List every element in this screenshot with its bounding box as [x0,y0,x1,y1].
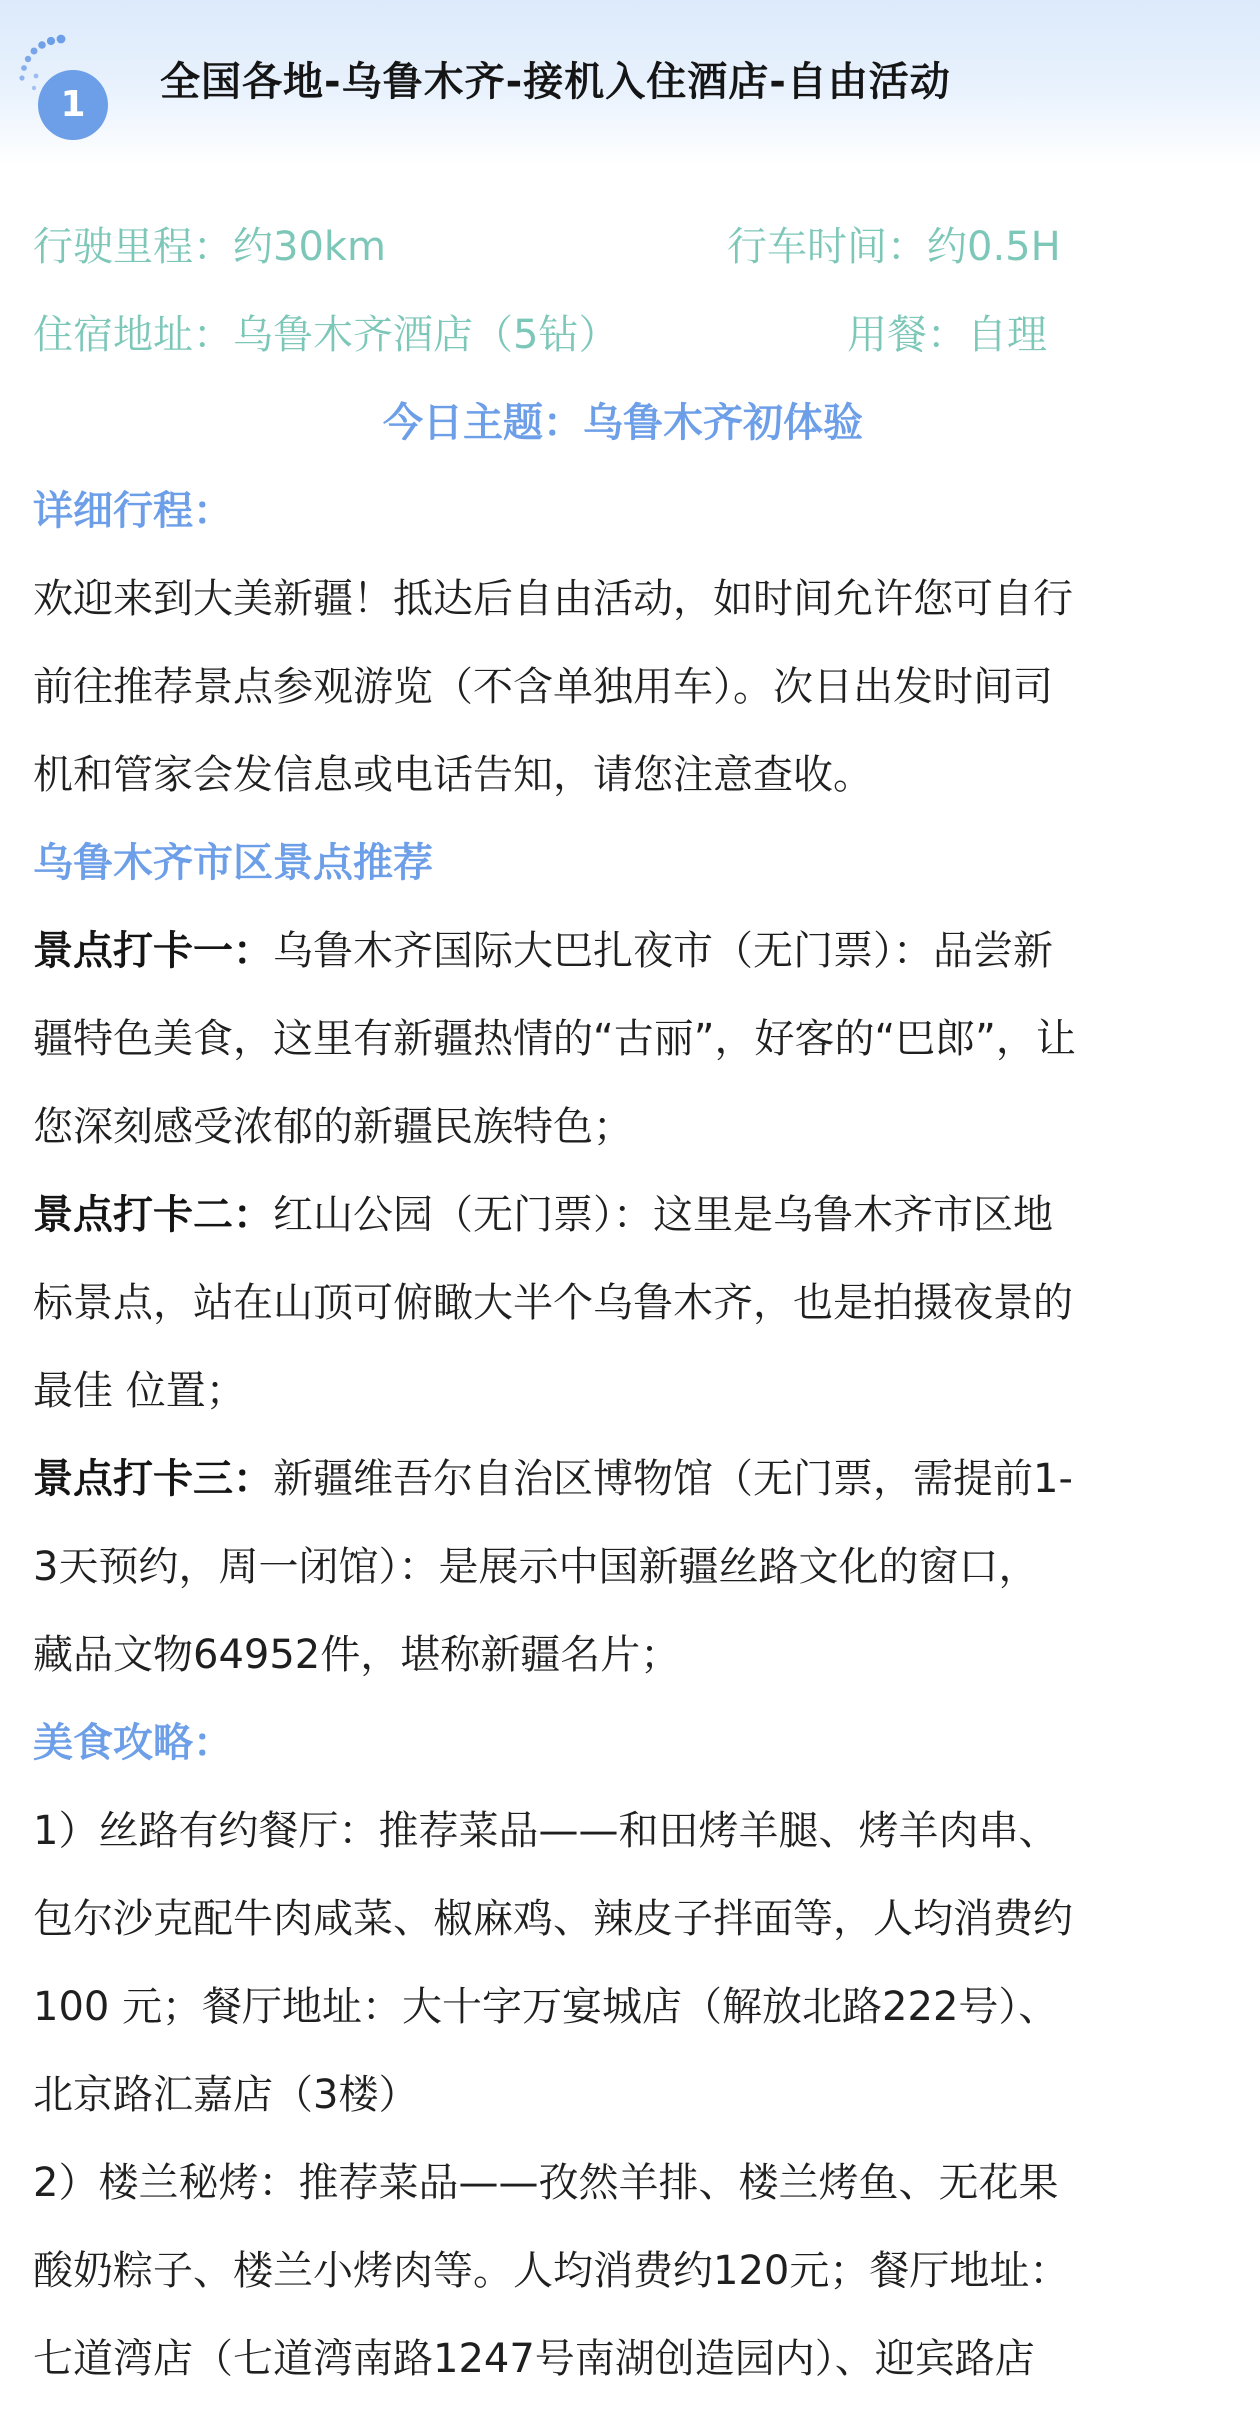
spot-item-3 [33,1435,1233,1699]
spot-label: 景点打卡一： [33,928,273,974]
paragraph-line: 藏品文物64952件，堪称新疆名片； [33,1632,681,1678]
paragraph-line: 3天预约，周一闭馆）：是展示中国新疆丝路文化的窗口， [33,1544,1039,1590]
paragraph-line: 最佳 位置； [33,1368,246,1414]
paragraph-line: 七道湾店（七道湾南路1247号南湖创造园内）、迎宾路店 [33,2336,1035,2382]
paragraph-line: 2）楼兰秘烤：推荐菜品——孜然羊排、楼兰烤鱼、无花果 [33,2160,1059,2206]
paragraph-line: 您深刻感受浓郁的新疆民族特色； [33,1104,633,1150]
food-item-2 [33,2139,1233,2403]
spot-item-1 [33,907,1233,1171]
day-badge-wrap [14,26,114,126]
hotel-text: 住宿地址：乌鲁木齐酒店（5钻） [33,312,619,358]
itinerary-paragraph [33,555,1233,819]
drive-time-text: 行车时间：约0.5H [727,224,1061,270]
meta-row-hotel [33,291,1233,379]
food-item-1 [33,1787,1233,2139]
paragraph-line [33,1435,1233,1523]
paragraph-line: 1）丝路有约餐厅：推荐菜品——和田烤羊腿、烤羊肉串、 [33,1808,1059,1854]
day-number-badge: 1 [38,70,108,140]
spot-item-2 [33,1171,1233,1435]
day-title: 全国各地-乌鲁木齐-接机入住酒店-自由活动 [160,59,951,105]
itinerary-heading: 详细行程： [33,488,233,534]
spot-text: 红山公园（无门票）：这里是乌鲁木齐市区地 [273,1192,1053,1238]
paragraph-line [33,1171,1233,1259]
itinerary-content [33,203,1233,2403]
paragraph-line [33,907,1233,995]
paragraph-line: 酸奶粽子、楼兰小烤肉等。人均消费约120元；餐厅地址： [33,2248,1070,2294]
spot-label: 景点打卡三： [33,1456,273,1502]
food-heading: 美食攻略： [33,1720,233,1766]
paragraph-line: 包尔沙克配牛肉咸菜、椒麻鸡、辣皮子拌面等，人均消费约 [33,1896,1073,1942]
paragraph-line: 疆特色美食，这里有新疆热情的“古丽”，好客的“巴郎”，让 [33,1016,1076,1062]
meals-text: 用餐：自理 [847,312,1047,358]
spot-label: 景点打卡二： [33,1192,273,1238]
meta-row-distance [33,203,1233,291]
spots-heading: 乌鲁木齐市区景点推荐 [33,840,433,886]
spot-text: 新疆维吾尔自治区博物馆（无门票，需提前1- [273,1456,1073,1502]
paragraph-line: 北京路汇嘉店（3楼） [33,2072,419,2118]
paragraph-line: 机和管家会发信息或电话告知，请您注意查收。 [33,752,873,798]
distance-text: 行驶里程：约30km [33,224,387,270]
paragraph-line: 欢迎来到大美新疆！抵达后自由活动，如时间允许您可自行 [33,576,1073,622]
paragraph-line: 前往推荐景点参观游览（不含单独用车）。次日出发时间司 [33,664,1053,710]
day-header [0,0,1260,165]
paragraph-line: 标景点，站在山顶可俯瞰大半个乌鲁木齐，也是拍摄夜景的 [33,1280,1073,1326]
spot-text: 乌鲁木齐国际大巴扎夜市（无门票）：品尝新 [273,928,1053,974]
day-theme: 今日主题：乌鲁木齐初体验 [383,400,863,446]
paragraph-line: 100 元；餐厅地址：大十字万宴城店（解放北路222号）、 [33,1984,1059,2030]
